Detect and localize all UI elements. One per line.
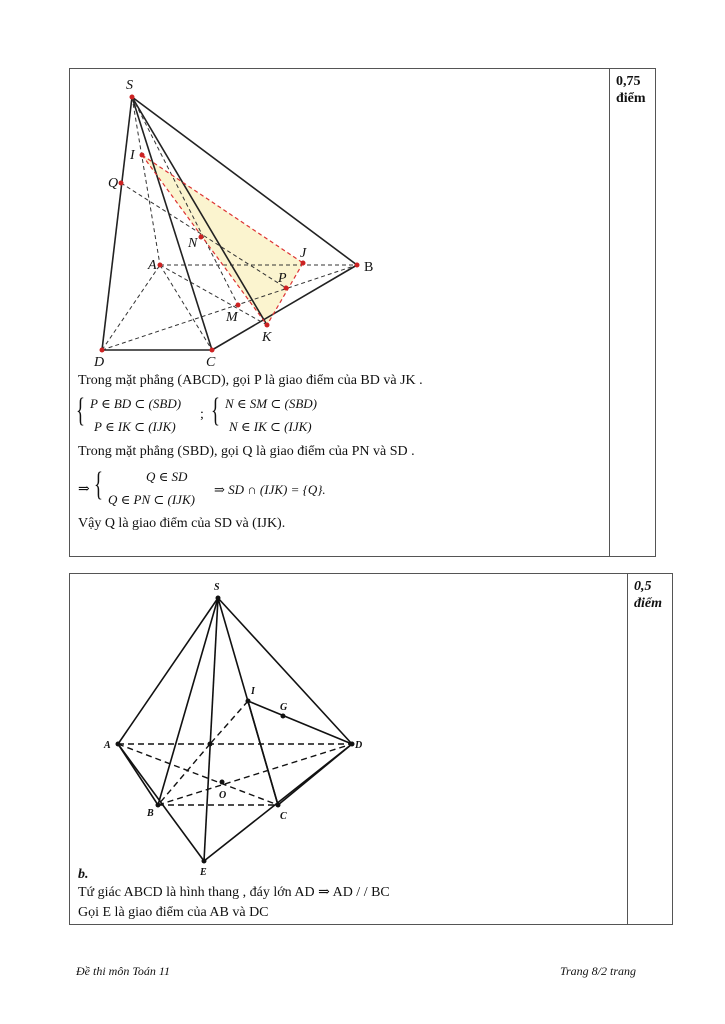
- label-A: A: [148, 258, 157, 273]
- label-C: C: [280, 811, 287, 822]
- system-3-line-b: Q ∈ PN ⊂ (IJK): [108, 492, 195, 507]
- label-G: G: [280, 702, 288, 713]
- system-3-line-a: Q ∈ SD: [146, 469, 188, 484]
- result-line: ⇒ SD ∩ (IJK) = {Q}.: [214, 482, 326, 497]
- solution-box-1: [69, 68, 656, 557]
- label-P: P: [278, 271, 287, 286]
- brace-3: {: [94, 466, 103, 503]
- part-label: b.: [78, 867, 89, 882]
- system-1-line-a: P ∈ BD ⊂ (SBD): [90, 396, 182, 411]
- label-I: I: [130, 148, 135, 163]
- label-B: B: [147, 808, 154, 819]
- label-A: A: [104, 740, 111, 751]
- text-line-2: Gọi E là giao điểm của AB và DC: [78, 905, 269, 920]
- score-value: 0,5 điểm: [634, 579, 662, 611]
- label-N: N: [188, 236, 198, 251]
- label-D: D: [355, 740, 363, 751]
- label-C: C: [206, 355, 216, 370]
- implies-symbol: ⇒: [78, 482, 90, 497]
- brace-2: {: [211, 392, 220, 429]
- solution-box-2: [69, 573, 673, 925]
- system-2-line-a: N ∈ SM ⊂ (SBD): [225, 396, 318, 411]
- label-Q: Q: [108, 176, 119, 191]
- label-D: D: [94, 355, 105, 370]
- label-O: O: [219, 790, 227, 801]
- system-separator: ;: [200, 407, 204, 422]
- label-M: M: [226, 310, 238, 325]
- text-line-1: Trong mặt phẳng (ABCD), gọi P là giao điểm của BD và JK .: [78, 373, 423, 388]
- text-line-3: Vậy Q là giao điểm của SD và (IJK).: [78, 516, 286, 531]
- footer-right: Trang 8/2 trang: [560, 964, 637, 978]
- score-column-divider: [609, 69, 610, 556]
- brace-1: {: [76, 392, 85, 429]
- label-S: S: [126, 78, 133, 93]
- label-K: K: [262, 330, 272, 345]
- footer-left: Đề thi môn Toán 11: [76, 964, 171, 978]
- system-2-line-b: N ∈ IK ⊂ (IJK): [229, 419, 312, 434]
- label-S: S: [214, 582, 220, 593]
- pyramid-figure-1: [90, 75, 410, 375]
- score-column-divider: [627, 574, 628, 924]
- label-B: B: [364, 260, 374, 275]
- score-value: 0,75 điểm: [616, 74, 646, 106]
- label-J: J: [300, 246, 307, 261]
- pyramid-figure-2: [100, 576, 400, 876]
- label-I: I: [251, 686, 255, 697]
- system-1-line-b: P ∈ IK ⊂ (IJK): [94, 419, 176, 434]
- label-E: E: [200, 867, 207, 876]
- text-line-1: Tứ giác ABCD là hình thang , đáy lớn AD ⇒ AD / / BC: [78, 885, 390, 900]
- text-line-2: Trong mặt phẳng (SBD), gọi Q là giao điểm của PN và SD .: [78, 444, 415, 459]
